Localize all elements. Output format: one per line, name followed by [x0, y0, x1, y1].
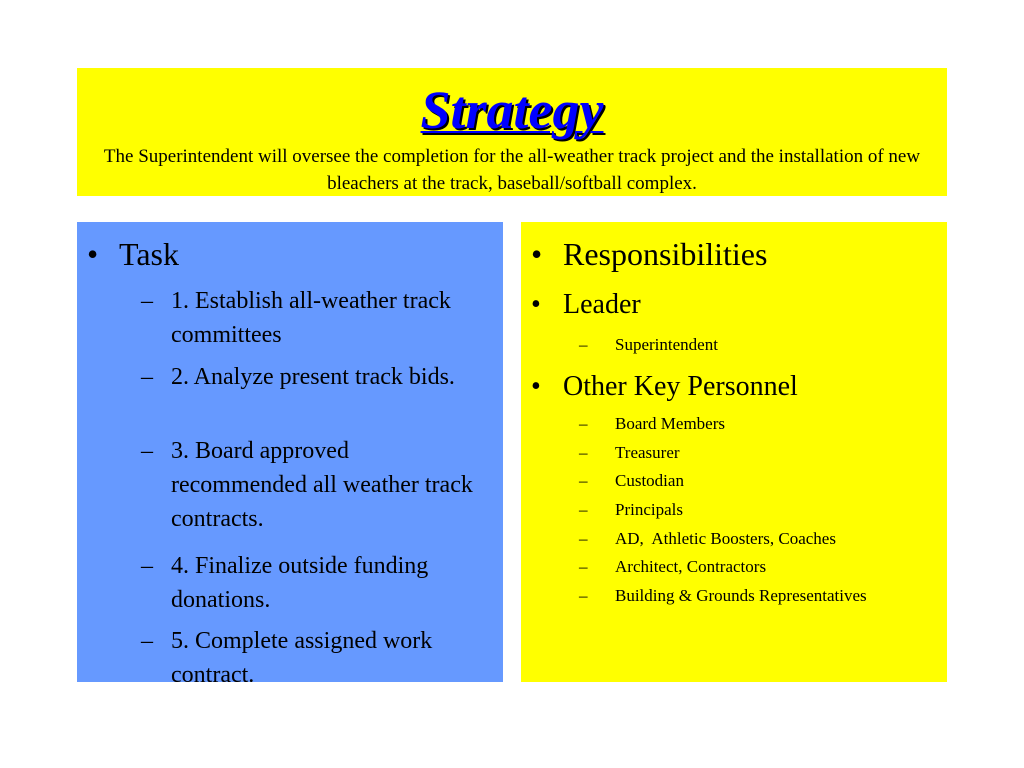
task-panel [77, 222, 503, 688]
task-item-text: 1. Establish all-weather track committees [171, 288, 451, 348]
responsibilities-heading [531, 236, 767, 272]
personnel-item [579, 585, 867, 607]
slide-subtitle: The Superintendent will oversee the completion for the all-weather track project and the installation of new bleachers at the track, baseball/softball complex. [103, 146, 921, 194]
task-item-text: 3. Board approved recommended all weather track contracts. [171, 438, 473, 532]
dash-icon: – [579, 529, 588, 548]
bullet-icon: • [87, 236, 99, 272]
dash-icon: – [579, 335, 588, 354]
dash-icon: – [141, 438, 153, 464]
personnel-item-text: Principals [615, 500, 683, 519]
task-item-5 [141, 624, 481, 692]
dash-icon: – [579, 414, 588, 433]
dash-icon: – [141, 553, 153, 579]
personnel-item [579, 442, 680, 464]
personnel-item-text: Board Members [615, 414, 726, 433]
personnel-item [579, 499, 683, 521]
task-item-text: 5. Complete assigned work contract. [171, 628, 433, 688]
personnel-item-text: Custodian [615, 471, 684, 490]
leader-heading [531, 289, 641, 321]
dash-icon: – [141, 628, 153, 654]
bullet-icon: • [531, 236, 543, 272]
leader-item [579, 334, 718, 356]
dash-icon: – [579, 586, 588, 605]
personnel-item-text: Architect, Contractors [615, 557, 767, 576]
task-item-text: 4. Finalize outside funding donations. [171, 553, 429, 613]
personnel-heading-label: Other Key Personnel [563, 371, 798, 402]
personnel-item [579, 556, 766, 578]
dash-icon: – [579, 557, 588, 576]
personnel-item [579, 413, 725, 435]
personnel-item-text: Treasurer [615, 443, 680, 462]
responsibilities-heading-label: Responsibilities [563, 236, 768, 272]
personnel-item-text: Building & Grounds Representatives [615, 586, 867, 605]
task-item-1 [141, 284, 481, 352]
bullet-icon: • [531, 371, 541, 402]
task-heading [87, 236, 179, 272]
slide-title: Strategy [420, 80, 604, 140]
personnel-item-text: AD, Athletic Boosters, Coaches [615, 529, 836, 548]
responsibilities-panel [521, 222, 947, 682]
personnel-heading [531, 371, 798, 403]
personnel-item [579, 470, 684, 492]
header-panel [77, 68, 947, 196]
leader-item-text: Superintendent [615, 335, 718, 354]
bullet-icon: • [531, 289, 541, 320]
dash-icon: – [141, 364, 153, 390]
task-item-2 [141, 360, 481, 394]
task-heading-label: Task [119, 236, 179, 272]
task-item-text: 2. Analyze present track bids. [171, 364, 455, 390]
dash-icon: – [141, 288, 153, 314]
dash-icon: – [579, 500, 588, 519]
task-item-3 [141, 434, 481, 536]
dash-icon: – [579, 471, 588, 490]
task-item-4 [141, 549, 481, 617]
personnel-item [579, 528, 836, 550]
dash-icon: – [579, 443, 588, 462]
leader-heading-label: Leader [563, 289, 641, 320]
